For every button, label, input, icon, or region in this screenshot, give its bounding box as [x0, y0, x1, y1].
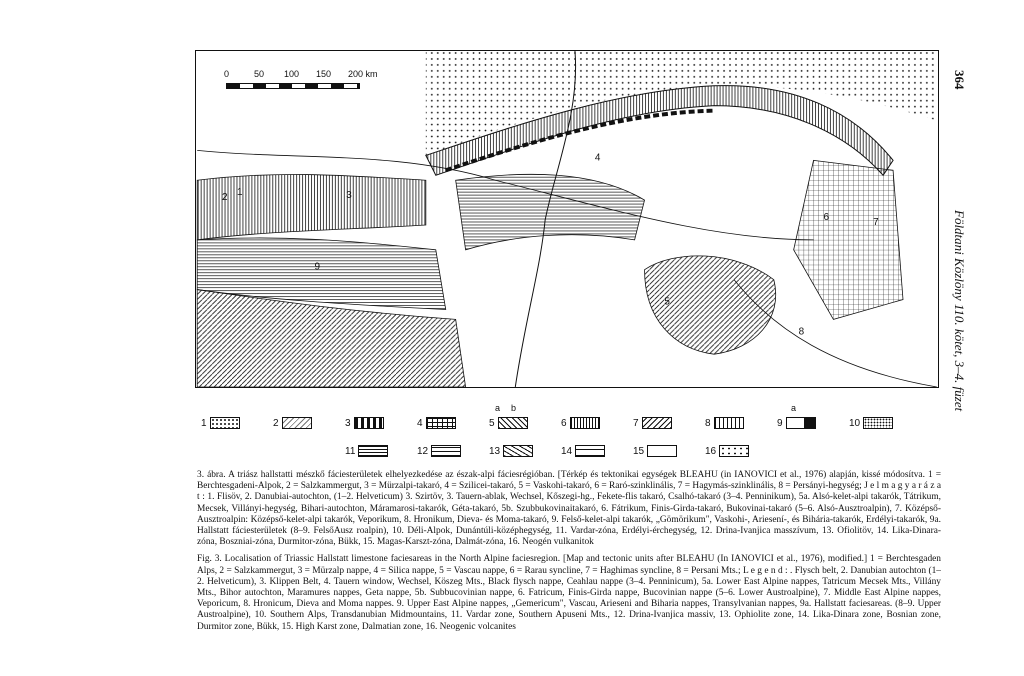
legend-item-9	[777, 417, 816, 429]
legend-swatch	[431, 445, 461, 457]
legend-number: 3	[345, 417, 351, 429]
legend-number: 16	[705, 445, 717, 457]
legend-item-13	[489, 445, 533, 457]
legend-number: 12	[417, 445, 429, 457]
legend-number: 7	[633, 417, 639, 429]
legend-item-16	[705, 445, 749, 457]
legend-swatch	[714, 417, 744, 429]
region-label: 2	[222, 192, 228, 204]
legend-swatch	[719, 445, 749, 457]
legend-item-5	[489, 417, 528, 429]
region-label: 9	[314, 261, 321, 273]
legend-number: 6	[561, 417, 567, 429]
legend-number: 9	[777, 417, 783, 429]
legend-sub-a: a	[791, 403, 797, 413]
legend-item-6	[561, 417, 600, 429]
legend-swatch	[647, 445, 677, 457]
legend-swatch	[575, 445, 605, 457]
legend-sub-a: a	[495, 403, 501, 413]
region-label: 7	[873, 216, 879, 228]
legend-swatch	[210, 417, 240, 429]
map-unit-western-carpathians	[456, 174, 645, 250]
legend-item-11	[345, 445, 388, 457]
legend-swatch	[282, 417, 312, 429]
scale-tick: 0	[224, 69, 230, 79]
legend-item-14	[561, 445, 605, 457]
region-label: 6	[823, 211, 830, 223]
scale-tick: 150	[316, 69, 332, 79]
legend-number: 8	[705, 417, 711, 429]
legend-number: 10	[849, 417, 861, 429]
map-unit-alps	[197, 174, 426, 239]
legend-item-2	[273, 417, 312, 429]
legend-swatch	[570, 417, 600, 429]
region-label: 1	[236, 187, 243, 199]
map-drawing	[196, 51, 938, 387]
journal-title: Földtani Közlöny 110. kötet, 3–4. füzet	[952, 209, 967, 411]
legend-item-4	[417, 417, 456, 429]
region-label: 5	[664, 296, 670, 308]
legend-swatch	[426, 417, 456, 429]
legend-number: 1	[201, 417, 207, 429]
map-legend	[195, 395, 939, 465]
legend-number: 2	[273, 417, 279, 429]
legend-item-12	[417, 445, 461, 457]
scale-tick: 100	[284, 69, 300, 79]
legend-number: 5	[489, 417, 495, 429]
journal-running-header	[948, 70, 970, 490]
legend-item-3	[345, 417, 384, 429]
legend-swatch	[354, 417, 384, 429]
legend-swatch	[358, 445, 388, 457]
legend-number: 11	[345, 445, 356, 457]
legend-item-1	[201, 417, 240, 429]
legend-item-8	[705, 417, 744, 429]
legend-item-7	[633, 417, 672, 429]
region-label: 3	[346, 190, 352, 202]
geologic-map	[195, 50, 939, 388]
legend-swatch	[786, 417, 816, 429]
caption-english: Fig. 3. Localisation of Triassic Hallstatt limestone faciesareas in the North Alpine faciesregion. [Map and tectonic units after BLEAHU (In IANOVICI et al., 1976), modified.] 1 = Berchtesgaden Alps, 2 = Salzkammergut, 3 = Mürzalp nappe, 4 = Silica nappe, 5 = Vascau nappe, 6 = Rarau syncline, 7 = Haghimas syncline, 8 = Persani Mts.; L e g e n d : . Flysch belt, 2. Danubian autochton (1–2. Helveticum), 3. Klippen Belt, 4. Tauern window, Wechsel, Köszeg Mts., Black flysch nappe, Ceahlau nappe (3–4. Penninicum), 5a. Lower East Alpine nappes, Tatricum Mecsek Mts., Villány Mts., Bihor autochton, Maramures nappes, Geta nappe, 5b. Subbucovinian nappe, 6. Fatricum, Finis-Girda nappe, Bucovinian nappe (5–6. Lower Austroalpine), 7. Middle East Alpine nappes, Veporicum, 8. Hronicum, Dieva and Moma nappes. 9. Upper East Alpine nappes, „Gemericum", Vascau, Arieseni and Biharia nappes, Transylvanian nappes, 9a. Hallstatt faciesareas. (8–9. Upper Austroalpine), 10. Southern Alps, Transdanubian Midmountains, 11. Vardar zone, Southern Apuseni Mts., 12. Drina-Ivanjica massiv, 13. Ophiolite zone, 14. Lika-Dinara zone, Bosnian zone, Durmitor zone, Bükk, 15. High Karst zone, Dalmatian zone, 16. Neogenic volcanites	[197, 554, 941, 632]
figure-caption	[197, 470, 941, 639]
legend-swatch	[642, 417, 672, 429]
scale-tick: 200 km	[348, 69, 378, 79]
legend-number: 4	[417, 417, 423, 429]
region-label: 4	[594, 152, 601, 164]
page-number: 364	[952, 70, 967, 90]
legend-swatch	[863, 417, 893, 429]
map-scale-bar	[224, 69, 384, 99]
scale-tick: 50	[254, 69, 265, 79]
legend-number: 14	[561, 445, 573, 457]
legend-number: 13	[489, 445, 501, 457]
legend-item-15	[633, 445, 677, 457]
legend-number: 15	[633, 445, 645, 457]
scale-bar-graphic	[226, 83, 360, 89]
legend-sub-b: b	[511, 403, 517, 413]
legend-swatch	[498, 417, 528, 429]
region-label: 8	[798, 326, 805, 338]
legend-swatch	[503, 445, 533, 457]
legend-item-10	[849, 417, 893, 429]
caption-hungarian: 3. ábra. A triász hallstatti mészkő fáciesterületek elhelyezkedése az észak-alpi fáciesrégióban. [Térkép és tektonikai egységek BLEAHU (in IANOVICI et al., 1976) alapján, kissé módosítva. 1 = Berchtesgadeni-Alpok, 2 = Salzkammergut, 3 = Mürzalpi-takaró, 4 = Szilicei-takaró, 5 = Vaskohi-takaró, 6 = Raró-szinklinális, 7 = Hagymás-szinklinális, 8 = Persányi-hegység; J e l m a g y a r á z a t : 1. Flisöv, 2. Danubiai-autochton, (1–2. Helveticum) 3. Szirtöv, 3. Tauern-ablak, Wechsel, Kőszegi-hg., Fekete-flis takaró, Csalhó-takaró (3–4. Penninikum), 5a. Alsó-kelet-alpi takarók, Tátrikum, Mecsek, Villányi-hegység, Bihari-autochton, Máramarosi-takarók, Géta-takaró, 5b. Szubbukovinaitakaró, 6. Fátrikum, Finis-Girda-takaró, Bukovinai-takaró (5–6. Alsó-Ausztroalpin), 7. Középső-Ausztroalpin: Középső-kelet-alpi takarók, Veporikum, 8. Hronikum, Dieva- és Moma-takaró, 9. Felső-kelet-alpi takarók, „Gömörikum", Vaskohi-, Ariesení-, és Bihária-takarók, Erdélyi-takarók, 9a. Hallstatt fáciesterületek (8–9. FelsőAusz roalpin), 10. Déli-Alpok, Dunántúli-középhegység, 11. Vardar-zóna, Erdélyi-érchegység, 12. Drina-Ivanjica masszívum, 13. Ofiolitöv, 14. Lika-Dinara-zóna, Boszniai-zóna, Durmitor-zóna, Bükk, 15. Magas-Karszt-zóna, Dalmát-zóna, 16. Neogén vulkanitok	[197, 470, 941, 548]
